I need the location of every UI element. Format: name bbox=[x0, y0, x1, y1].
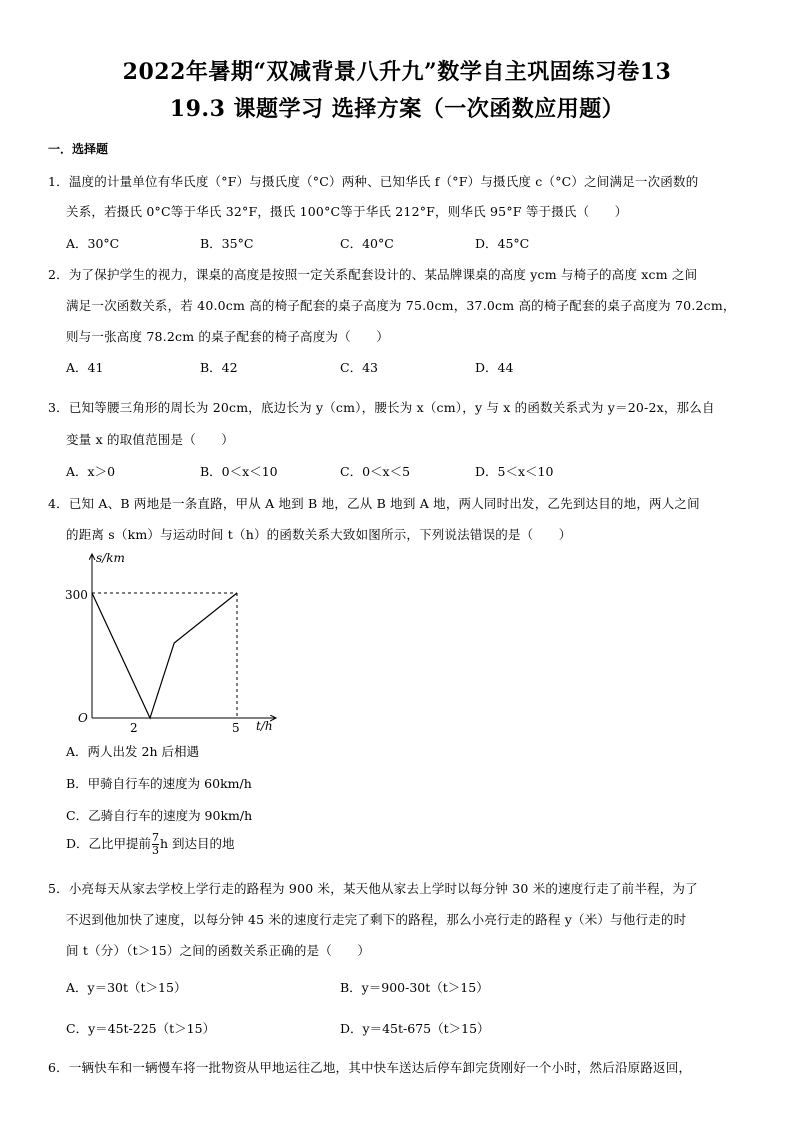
q1-option-a: A．30°C bbox=[66, 236, 120, 251]
q1-option-c: C．40°C bbox=[340, 236, 394, 251]
fraction-7-3 bbox=[152, 832, 159, 857]
q3-line-1: 3．已知等腰三角形的周长为 20cm，底边长为 y（cm），腰长为 x（cm），y 与 x 的函数关系式为 y＝20-2x，那么自 bbox=[48, 400, 715, 415]
q5-option-b: B．y＝900-30t（t＞15） bbox=[340, 980, 489, 995]
q2-line-3: 则与一张高度 78.2cm 的桌子配套的椅子高度为（ ） bbox=[66, 329, 389, 344]
q4-line-1: 4．已知 A、B 两地是一条直路，甲从 A 地到 B 地，乙从 B 地到 A 地，两人同时出发，乙先到达目的地，两人之间 bbox=[48, 496, 700, 511]
q4-option-d bbox=[66, 832, 235, 857]
x-axis-label: t/h bbox=[256, 719, 273, 733]
q4-option-d-prefix: D．乙比甲提前 bbox=[66, 836, 152, 851]
q3-option-c: C．0＜x＜5 bbox=[340, 464, 411, 479]
q5-option-d: D．y＝45t-675（t＞15） bbox=[340, 1021, 490, 1036]
section-heading: 一．选择题 bbox=[48, 142, 109, 156]
q5-line-1: 5．小亮每天从家去学校上学行走的路程为 900 米，某天他从家去上学时以每分钟 30 米的速度行走了前半程，为了 bbox=[48, 881, 698, 896]
q6-line-1: 6．一辆快车和一辆慢车将一批物资从甲地运往乙地，其中快车送达后停车卸完货刚好一个小时，然后沿原路返回， bbox=[48, 1060, 692, 1075]
q2-option-a: A．41 bbox=[66, 360, 104, 375]
q4-option-a: A．两人出发 2h 后相遇 bbox=[66, 744, 199, 759]
q1-line-2: 关系，若摄氏 0°C等于华氏 32°F，摄氏 100°C等于华氏 212°F，则华氏 95°F 等于摄氏（ ） bbox=[66, 204, 628, 219]
q2-option-d: D．44 bbox=[475, 360, 514, 375]
x-tick-5: 5 bbox=[232, 721, 240, 735]
q3-option-b: B．0＜x＜10 bbox=[200, 464, 278, 479]
q3-line-2: 变量 x 的取值范围是（ ） bbox=[66, 432, 234, 447]
distance-curve bbox=[92, 593, 237, 718]
q3-option-d: D．5＜x＜10 bbox=[475, 464, 554, 479]
origin-label: O bbox=[78, 711, 88, 725]
q5-option-a: A．y＝30t（t＞15） bbox=[66, 980, 187, 995]
x-tick-2: 2 bbox=[130, 721, 138, 735]
q4-option-d-suffix: h 到达目的地 bbox=[160, 836, 235, 851]
q2-line-1: 2．为了保护学生的视力，课桌的高度是按照一定关系配套设计的、某品牌课桌的高度 ycm 与椅子的高度 xcm 之间 bbox=[48, 267, 698, 282]
q4-line-2: 的距离 s（km）与运动时间 t（h）的函数关系大致如图所示，下列说法错误的是（ ） bbox=[66, 527, 572, 542]
q2-option-c: C．43 bbox=[340, 360, 378, 375]
page-title: 2022年暑期“双减背景八升九”数学自主巩固练习卷13 bbox=[122, 59, 672, 85]
fraction-denominator: 3 bbox=[152, 844, 160, 857]
q3-option-a: A．x＞0 bbox=[66, 464, 116, 479]
page-subtitle: 19.3 课题学习 选择方案（一次函数应用题） bbox=[169, 96, 625, 122]
y-axis-label: s/km bbox=[96, 551, 125, 565]
q5-option-c: C．y＝45t-225（t＞15） bbox=[66, 1021, 216, 1036]
q1-option-b: B．35°C bbox=[200, 236, 254, 251]
q2-line-2: 满足一次函数关系，若 40.0cm 高的椅子配套的桌子高度为 75.0cm，37.0cm 高的椅子配套的桌子高度为 70.2cm， bbox=[66, 298, 736, 313]
q5-line-2: 不迟到他加快了速度，以每分钟 45 米的速度行走完了剩下的路程，那么小亮行走的路程 y（米）与他行走的时 bbox=[66, 912, 687, 927]
q4-option-c: C．乙骑自行车的速度为 90km/h bbox=[66, 808, 253, 823]
q2-option-b: B．42 bbox=[200, 360, 238, 375]
distance-time-graph bbox=[60, 548, 290, 738]
q1-line-1: 1．温度的计量单位有华氏度（°F）与摄氏度（°C）两种、已知华氏 f（°F）与摄氏度 c（°C）之间满足一次函数的 bbox=[48, 174, 699, 189]
q1-option-d: D．45°C bbox=[475, 236, 530, 251]
q4-option-b: B．甲骑自行车的速度为 60km/h bbox=[66, 776, 252, 791]
fraction-numerator: 7 bbox=[152, 831, 160, 844]
q5-line-3: 间 t（分）（t＞15）之间的函数关系正确的是（ ） bbox=[66, 943, 371, 958]
y-tick-300: 300 bbox=[65, 588, 88, 602]
